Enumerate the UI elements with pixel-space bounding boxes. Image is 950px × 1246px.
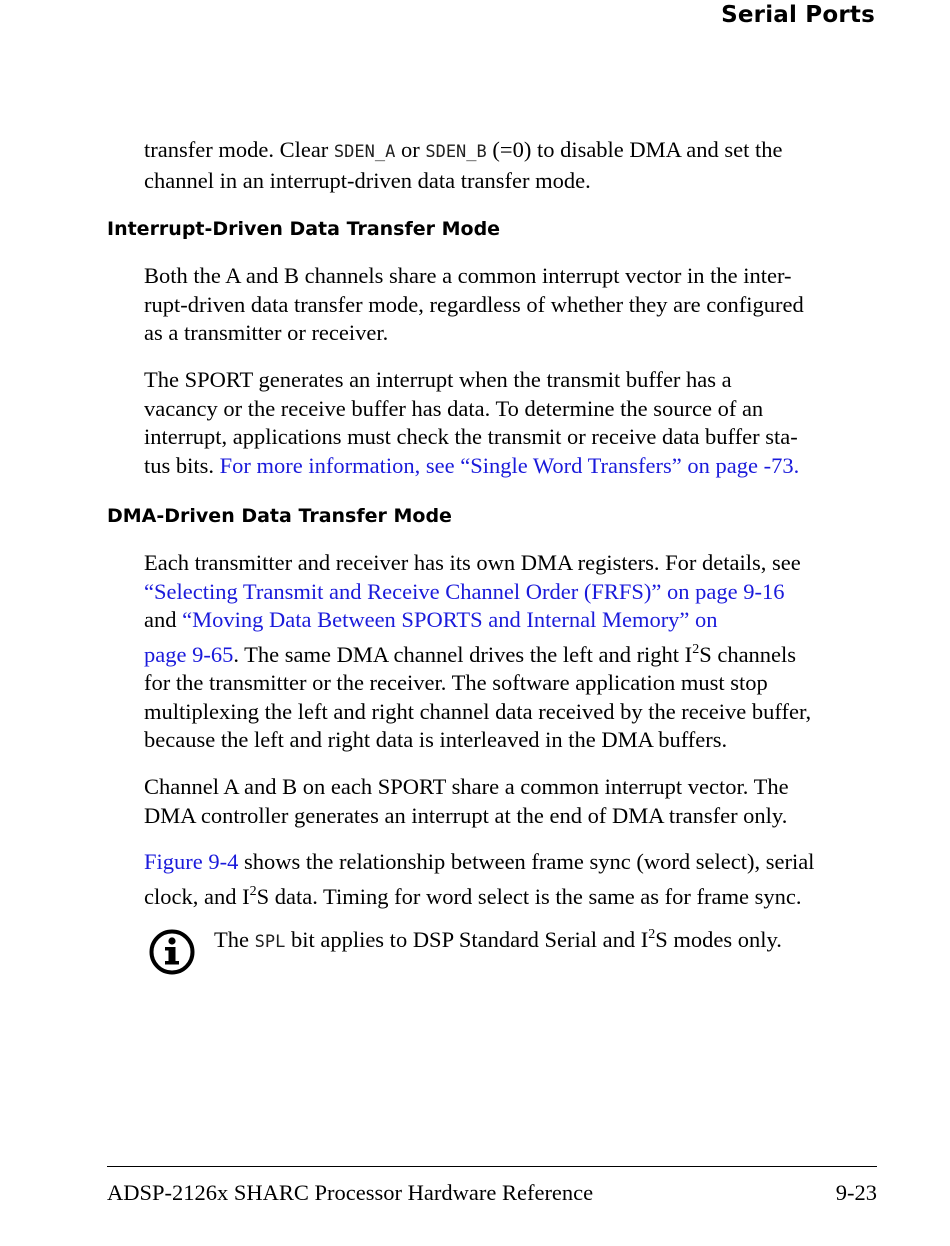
text-line: interrupt, applications must check the transmit or receive data buffer sta- bbox=[144, 424, 798, 449]
intro-paragraph bbox=[144, 136, 879, 195]
text-line: for the transmitter or the receiver. The software application must stop bbox=[144, 670, 768, 695]
intro-text: transfer mode. Clear bbox=[144, 137, 334, 162]
page-number: 9-23 bbox=[835, 1180, 877, 1205]
intro-text: or bbox=[395, 137, 426, 162]
text-line: tus bits. bbox=[144, 452, 220, 478]
note-text bbox=[214, 926, 782, 957]
text-line: Each transmitter and receiver has its own DMA registers. For details, see bbox=[144, 550, 801, 575]
intro-text: channel in an interrupt-driven data transfer mode. bbox=[144, 167, 591, 193]
text-line: Both the A and B channels share a common interrupt vector in the inter- bbox=[144, 263, 792, 288]
text-line: S data. Timing for word select is the same as for frame sync. bbox=[256, 883, 802, 909]
text-line: shows the relationship between frame sync (word select), serial bbox=[238, 849, 815, 874]
text-line: S channels bbox=[699, 641, 797, 667]
dma-paragraph-3 bbox=[144, 848, 879, 911]
superscript: 2 bbox=[648, 927, 656, 942]
dma-paragraph-2 bbox=[144, 773, 879, 830]
link-figure-9-4[interactable]: Figure 9-4 bbox=[144, 849, 239, 874]
dma-paragraph-1 bbox=[144, 549, 879, 755]
interrupt-paragraph-2 bbox=[144, 366, 879, 480]
text-line: Channel A and B on each SPORT share a common interrupt vector. The bbox=[144, 774, 789, 799]
text-line: as a transmitter or receiver. bbox=[144, 320, 389, 345]
text-line: DMA controller generates an interrupt at the end of DMA transfer only. bbox=[144, 802, 788, 828]
link-page-9-65[interactable]: page 9-65 bbox=[144, 641, 234, 667]
interrupt-paragraph-1 bbox=[144, 262, 879, 348]
running-head: Serial Ports bbox=[721, 2, 875, 28]
note-box bbox=[148, 926, 888, 986]
section-heading-dma: DMA-Driven Data Transfer Mode bbox=[107, 505, 452, 527]
text-line: The SPORT generates an interrupt when the transmit buffer has a bbox=[144, 367, 732, 392]
link-single-word-transfers[interactable]: For more information, see “Single Word Transfers” on page -73. bbox=[219, 452, 800, 478]
link-selecting-transmit-receive[interactable]: “Selecting Transmit and Receive Channel Order (FRFS)” on page 9-16 bbox=[144, 578, 785, 604]
text-line: The bbox=[214, 927, 255, 952]
link-moving-data[interactable]: “Moving Data Between SPORTS and Internal Memory” on bbox=[182, 607, 718, 632]
footer-divider bbox=[107, 1166, 877, 1167]
text-line: clock, and I bbox=[144, 883, 250, 909]
superscript: 2 bbox=[692, 641, 700, 657]
text-line: multiplexing the left and right channel data received by the receive buffer, bbox=[144, 698, 812, 724]
text-line: and bbox=[144, 607, 183, 632]
code-sden-a: SDEN_A bbox=[333, 142, 396, 162]
text-line: because the left and right data is interleaved in the DMA buffers. bbox=[144, 727, 728, 752]
footer-title: ADSP-2126x SHARC Processor Hardware Reference bbox=[107, 1180, 594, 1205]
intro-text: (=0) to disable DMA and set the bbox=[486, 137, 783, 162]
section-heading-interrupt: Interrupt-Driven Data Transfer Mode bbox=[107, 218, 501, 240]
text-line: rupt-driven data transfer mode, regardless of whether they are configured bbox=[144, 291, 804, 317]
code-spl: SPL bbox=[254, 932, 286, 952]
info-icon bbox=[148, 928, 196, 976]
text-line: bit applies to DSP Standard Serial and I bbox=[285, 927, 649, 952]
text-line: . The same DMA channel drives the left and right I bbox=[233, 641, 693, 667]
text-line: S modes only. bbox=[655, 927, 782, 952]
code-sden-b: SDEN_B bbox=[425, 142, 487, 162]
text-line: vacancy or the receive buffer has data. To determine the source of an bbox=[144, 395, 764, 421]
superscript: 2 bbox=[249, 883, 257, 899]
